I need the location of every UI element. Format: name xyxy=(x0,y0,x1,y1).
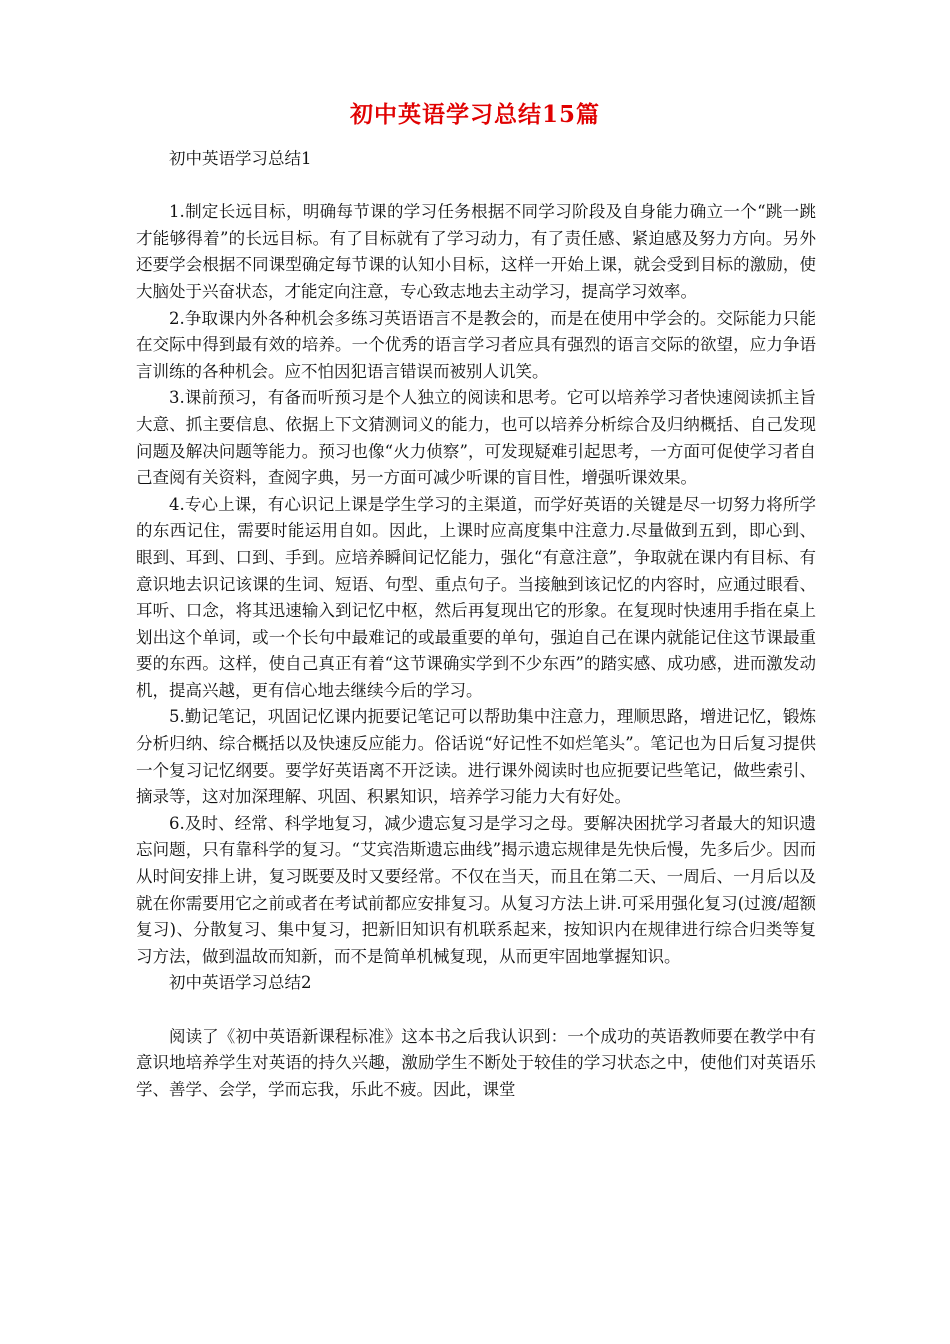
paragraph-1-6: 6.及时、经常、科学地复习，减少遗忘复习是学习之母。要解决困扰学习者最大的知识遗忘问题，只有靠科学的复习。“艾宾浩斯遗忘曲线”揭示遗忘规律是先快后慢，先多后少。因而从时间安排上讲，复习既要及时又要经常。不仅在当天，而且在第二天、一周后、一月后以及就在你需要用它之前或者在考试前都应安排复习。从复习方法上讲.可采用强化复习(过渡/超额复习)、分散复习、集中复习，把新旧知识有机联系起来，按知识内在规律进行综合归类等复习方法，做到温故而知新，而不是简单机械复现，从而更牢固地掌握知识。 xyxy=(136,813,816,966)
section-heading-2: 初中英语学习总结2 xyxy=(169,973,312,993)
paragraph-2-1: 阅读了《初中英语新课程标准》这本书之后我认识到：一个成功的英语教师要在教学中有意识地培养学生对英语的持久兴趣，激励学生不断处于较佳的学习状态之中，使他们对英语乐学、善学、会学，学而忘我，乐此不疲。因此，课堂 xyxy=(136,1026,816,1099)
document-title: 初中英语学习总结15篇 xyxy=(349,101,600,128)
paragraph-1-1: 1.制定长远目标，明确每节课的学习任务根据不同学习阶段及自身能力确立一个“跳一跳才能够得着”的长远目标。有了目标就有了学习动力，有了责任感、紧迫感及努力方向。另外还要学会根据不同课型确定每节课的认知小目标，这样一开始上课，就会受到目标的激励，使大脑处于兴奋状态，才能定向注意，专心致志地去主动学习，提高学习效率。 xyxy=(136,202,816,301)
paragraph-1-5: 5.勤记笔记，巩固记忆课内扼要记笔记可以帮助集中注意力，理顺思路，增进记忆，锻炼分析归纳、综合概括以及快速反应能力。俗话说“好记性不如烂笔头”。笔记也为日后复习提供一个复习记忆纲要。要学好英语离不开泛读。进行课外阅读时也应扼要记些笔记，做些索引、摘录等，这对加深理解、巩固、积累知识，培养学习能力大有好处。 xyxy=(136,707,816,807)
paragraph-1-2: 2.争取课内外各种机会多练习英语语言不是教会的，而是在使用中学会的。交际能力只能在交际中得到最有效的培养。一个优秀的语言学习者应具有强烈的语言交际的欲望，应力争语言训练的各种机会。应不怕因犯语言错误而被别人讥笑。 xyxy=(136,308,816,381)
spacer xyxy=(136,997,816,1024)
spacer xyxy=(136,173,816,200)
document-body xyxy=(136,146,816,1103)
paragraph-1-3: 3.课前预习，有备而听预习是个人独立的阅读和思考。它可以培养学习者快速阅读抓主旨大意、抓主要信息、依据上下文猜测词义的能力，也可以培养分析综合及归纳概括、自己发现问题及解决问题等能力。预习也像“火力侦察”，可发现疑难引起思考，一方面可促使学习者自己查阅有关资料，查阅字典，另一方面可减少听课的盲目性，增强听课效果。 xyxy=(136,388,816,488)
section-heading-1: 初中英语学习总结1 xyxy=(169,149,312,168)
paragraph-1-4: 4.专心上课，有心识记上课是学生学习的主渠道，而学好英语的关键是尽一切努力将所学的东西记住，需要时能运用自如。因此，上课时应高度集中注意力.尽量做到五到，即心到、眼到、耳到、口到、手到。应培养瞬间记忆能力，强化“有意注意”，争取就在课内有目标、有意识地去识记该课的生词、短语、句型、重点句子。当接触到该记忆的内容时，应通过眼看、耳听、口念，将其迅速输入到记忆中枢，然后再复现出它的形象。在复现时快速用手指在桌上划出这个单词，或一个长句中最难记的或最重要的单句，强迫自己在课内就能记住这节课最重要的东西。这样，使自己真正有着“这节课确实学到不少东西”的踏实感、成功感，进而激发动机，提高兴越，更有信心地去继续今后的学习。 xyxy=(136,494,816,700)
